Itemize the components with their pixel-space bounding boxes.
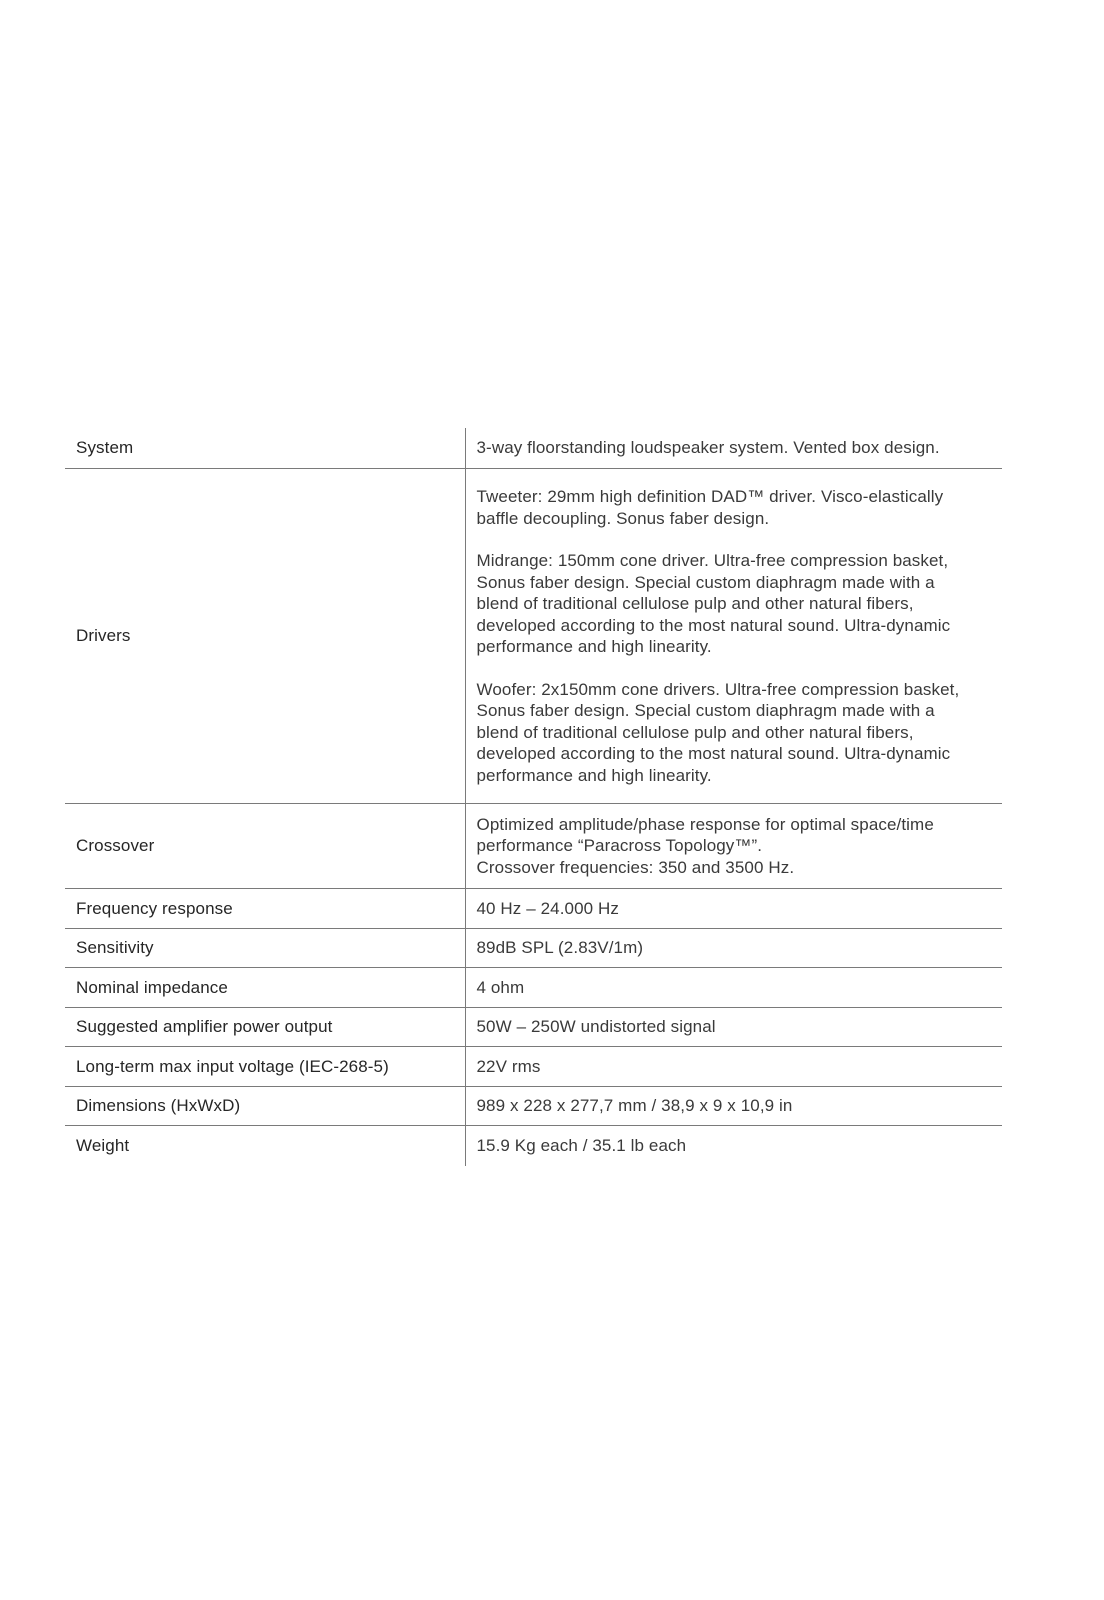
spec-row-weight — [65, 1126, 1002, 1167]
spec-value-crossover — [465, 804, 1002, 889]
spec-row-dimensions — [65, 1086, 1002, 1126]
spec-row-crossover — [65, 804, 1002, 889]
crossover-description: Optimized amplitude/phase response for optimal space/time performance “Paracross Topology™”. — [476, 814, 934, 856]
spec-value: 50W – 250W undistorted signal — [465, 1007, 1002, 1047]
spec-value: 40 Hz – 24.000 Hz — [465, 889, 1002, 929]
spec-label: Suggested amplifier power output — [65, 1007, 465, 1047]
spec-value-drivers — [465, 469, 1002, 804]
spec-label: Long-term max input voltage (IEC-268-5) — [65, 1047, 465, 1087]
spec-label: Dimensions (HxWxD) — [65, 1086, 465, 1126]
spec-row-system — [65, 428, 1002, 469]
spec-row-sensitivity — [65, 928, 1002, 968]
spec-row-amplifier-power — [65, 1007, 1002, 1047]
tweeter-description: Tweeter: 29mm high definition DAD™ driver. Visco-elastically baffle decoupling. Sonus faber design. — [476, 487, 944, 528]
crossover-frequencies: Crossover frequencies: 350 and 3500 Hz. — [476, 857, 795, 877]
spec-label: Frequency response — [65, 889, 465, 929]
spec-row-drivers — [65, 469, 1002, 804]
spec-value: 4 ohm — [465, 968, 1002, 1008]
spec-value: 3-way floorstanding loudspeaker system. Vented box design. — [465, 428, 1002, 469]
spec-label: Sensitivity — [65, 928, 465, 968]
spec-label: Nominal impedance — [65, 968, 465, 1008]
midrange-description: Midrange: 150mm cone driver. Ultra-free compression basket, Sonus faber design. Special custom diaphragm made with a blend of traditional cellulose pulp and other natural fibers, developed according to the most natural sound. Ultra-dynamic performance and high linearity. — [476, 551, 951, 656]
spec-table — [65, 428, 1002, 1166]
spec-value: 22V rms — [465, 1047, 1002, 1087]
woofer-description: Woofer: 2x150mm cone drivers. Ultra-free compression basket, Sonus faber design. Special custom diaphragm made with a blend of traditional cellulose pulp and other natural fibers, developed according to the most natural sound. Ultra-dynamic performance and high linearity. — [476, 679, 960, 785]
spec-row-max-input-voltage — [65, 1047, 1002, 1087]
spec-label: System — [65, 428, 465, 469]
spec-value: 989 x 228 x 277,7 mm / 38,9 x 9 x 10,9 in — [465, 1086, 1002, 1126]
spec-value: 15.9 Kg each / 35.1 lb each — [465, 1126, 1002, 1167]
spec-label: Weight — [76, 1136, 130, 1156]
spec-row-nominal-impedance — [65, 968, 1002, 1008]
spec-value: 89dB SPL (2.83V/1m) — [465, 928, 1002, 968]
spec-row-frequency-response — [65, 889, 1002, 929]
spec-label: Drivers — [65, 469, 465, 804]
spec-label: Crossover — [65, 804, 465, 889]
